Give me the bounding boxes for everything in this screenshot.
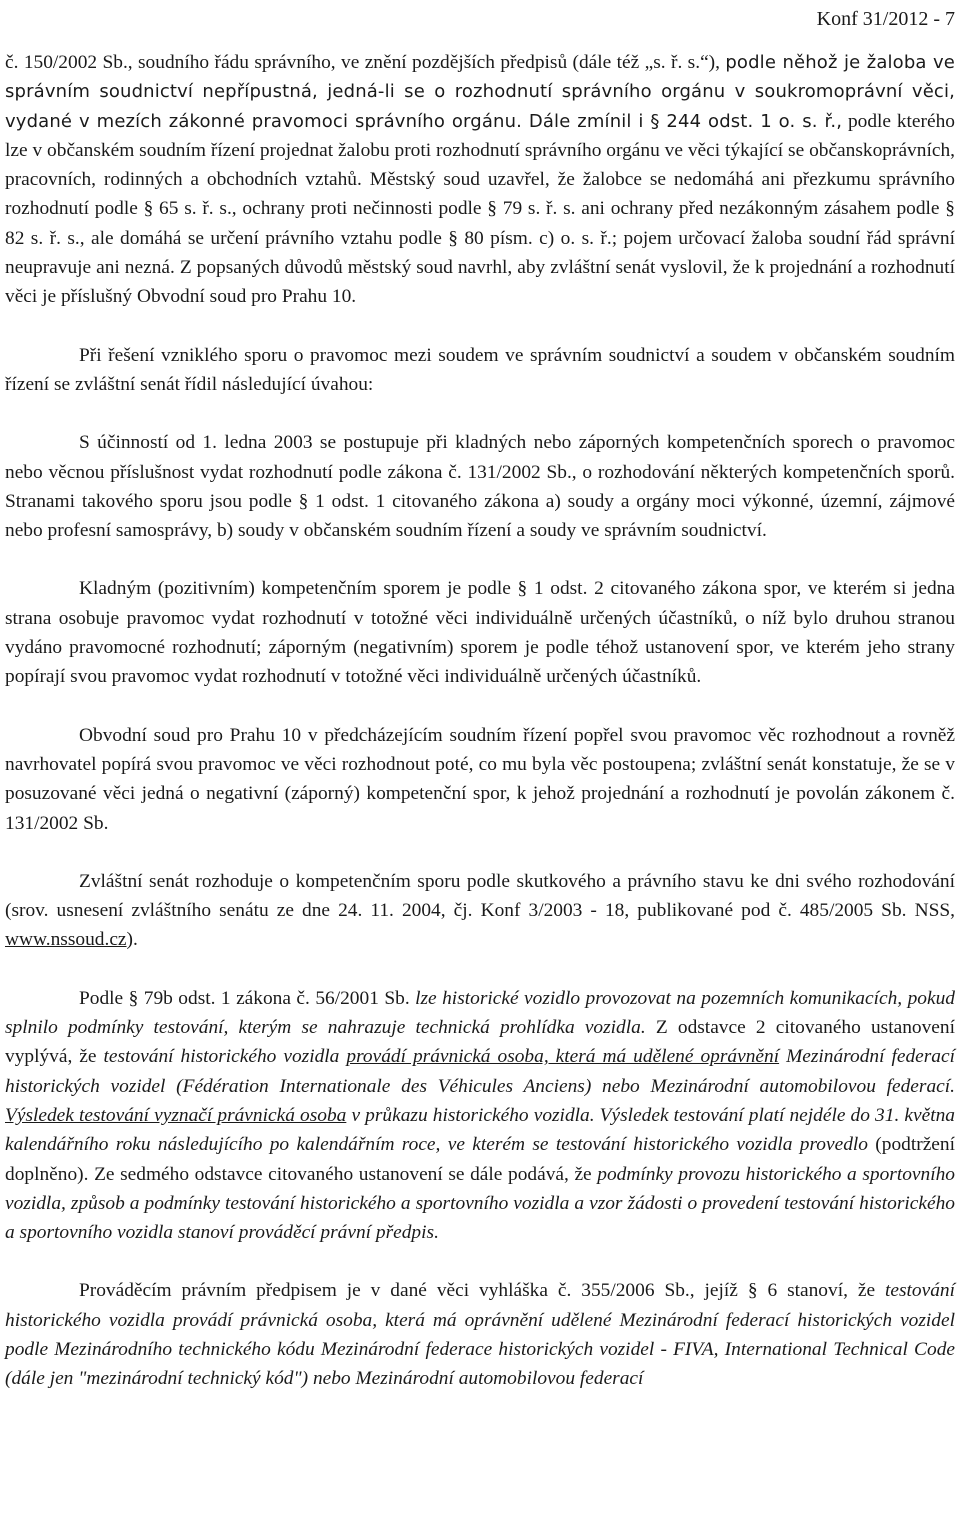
document-page <box>5 0 955 1394</box>
text-segment: ). <box>126 929 138 951</box>
paragraph-7 <box>5 984 955 1248</box>
page-header: Konf 31/2012 - 7 <box>816 8 955 30</box>
text-segment: Zvláštní senát rozhoduje o kompetenčním sporu podle skutkového a právního stavu ke dni svého rozhodování (srov. usnesení zvláštního senátu ze dne 24. 11. 2004, čj. Konf 3/2003 - 18, publikované pod č. 485/2005 Sb. NSS, <box>5 870 955 922</box>
text-segment: v průkazu historického vozidla. Výsledek testování platí nejdéle do 31. května kalendářního roku následujícího po kalendářním roce, ve kterém se testování historického vozidla provedlo <box>5 1104 955 1156</box>
text-segment: S účinností od 1. ledna 2003 se postupuje při kladných nebo záporných kompetenčních sporech o pravomoc nebo věcnou příslušnost vydat rozhodnutí podle zákona č. 131/2002 Sb., o rozhodování některých kompetenčních sporů. Stranami takového sporu jsou podle § 1 odst. 1 citovaného zákona a) soudy a orgány moci výkonné, územní, zájmové nebo profesní samosprávy, b) soudy v občanském soudním řízení a soudy ve správním soudnictví. <box>5 432 955 542</box>
text-segment: Podle § 79b odst. 1 zákona č. 56/2001 Sb. <box>79 987 416 1009</box>
paragraph-6 <box>5 867 955 955</box>
text-segment: Výsledek testování vyznačí právnická osoba <box>5 1104 347 1126</box>
paragraph-5 <box>5 721 955 838</box>
text-segment: podle kterého lze v občanském soudním řízení projednat žalobu proti rozhodnutí správního orgánu ve věci týkající se občanskoprávních, pracovních, rodinných a obchodních vztahů. Městský soud uzavřel, že žalobce se nedomáhá ani přezkumu správního rozhodnutí podle § 65 s. ř. s., ochrany proti nečinnosti podle § 79 s. ř. s. ani ochrany před nezákonným zásahem podle § 82 s. ř. s., ale domáhá se určení právního vztahu podle § 80 písm. c) o. s. ř.; pojem určovací žaloba soudní řád správní neupravuje ani nezná. Z popsaných důvodů městský soud navrhl, aby zvláštní senát vyslovil, že k projednání a rozhodnutí věci je příslušný Obvodní soud pro Prahu 10. <box>5 110 955 308</box>
document-body <box>5 48 955 1394</box>
text-segment: Mezinárodní federací historických vozidel (Fédération Internationale des Véhicules Anciens) nebo Mezinárodní automobilovou federací. <box>5 1046 955 1097</box>
text-segment: testování historického vozidla provádí právnická osoba, která má oprávnění udělené Mezinárodní federací historických vozidel podle Mezinárodního technického kódu Mezinárodní federace historických vozidel - FIVA, International Technical Code (dále jen "mezinárodní technický kód") nebo Mezinárodní automobilovou federací <box>5 1280 955 1390</box>
text-segment: provádí právnická osoba, která má udělené oprávnění <box>346 1046 780 1068</box>
paragraph-1 <box>5 48 955 312</box>
paragraph-3 <box>5 428 955 545</box>
text-segment: testování historického vozidla <box>103 1046 347 1068</box>
web-link[interactable]: www.nssoud.cz <box>5 929 127 951</box>
paragraph-2 <box>5 341 955 400</box>
paragraph-4 <box>5 574 955 691</box>
text-segment: Při řešení vzniklého sporu o pravomoc mezi soudem ve správním soudnictví a soudem v občanském soudním řízení se zvláštní senát řídil následující úvahou: <box>5 344 955 395</box>
text-segment: Prováděcím právním předpisem je v dané věci vyhláška č. 355/2006 Sb., jejíž § 6 stanoví, že <box>79 1280 885 1302</box>
text-segment: č. 150/2002 Sb., soudního řádu správního, ve znění pozdějších předpisů (dále též „s. ř. s.“), <box>5 52 726 73</box>
text-segment: Z odstavce 2 citovaného ustanovení vyplývá, že <box>5 1017 955 1068</box>
paragraph-8 <box>5 1276 955 1393</box>
text-segment: (podtržení doplněno). Ze sedmého odstavce citovaného ustanovení se dále podává, že <box>5 1134 955 1185</box>
text-segment: Kladným (pozitivním) kompetenčním sporem je podle § 1 odst. 2 citovaného zákona spor, ve kterém si jedna strana osobuje pravomoc vydat rozhodnutí v totožné věci individuálně určených účastníků, o níž bylo druhou stranou vydáno pravomocné rozhodnutí; záporným (negativním) sporem je podle téhož ustanovení spor, ve kterém jeho strany popírají svou pravomoc vydat rozhodnutí v totožné věci individuálně určených účastníků. <box>5 578 955 688</box>
text-segment: lze historické vozidlo provozovat na pozemních komunikacích, pokud splnilo podmínky testování, kterým se nahrazuje technická prohlídka vozidla. <box>5 987 955 1039</box>
text-segment: podmínky provozu historického a sportovního vozidla, způsob a podmínky testování historického a sportovního vozidla a vzor žádosti o provedení testování historického a sportovního vozidla stanoví prováděcí právní předpis. <box>5 1163 956 1244</box>
text-segment: Obvodní soud pro Prahu 10 v předcházejícím soudním řízení popřel svou pravomoc věc rozhodnout a rovněž navrhovatel popírá svou pravomoc ve věci rozhodnout poté, co mu byla věc postoupena; zvláštní senát konstatuje, že se v posuzované věci jedná o negativní (záporný) kompetenční spor, k jehož projednání a rozhodnutí je povolán zákonem č. 131/2002 Sb. <box>5 724 955 834</box>
text-segment: podle něhož je žaloba ve správním soudnictví nepřípustná, jedná-li se o rozhodnutí správního orgánu v soukromoprávní věci, vydané v mezích zákonné pravomoci správního orgánu. Dále zmínil i § 244 odst. 1 o. s. ř., <box>5 52 955 132</box>
